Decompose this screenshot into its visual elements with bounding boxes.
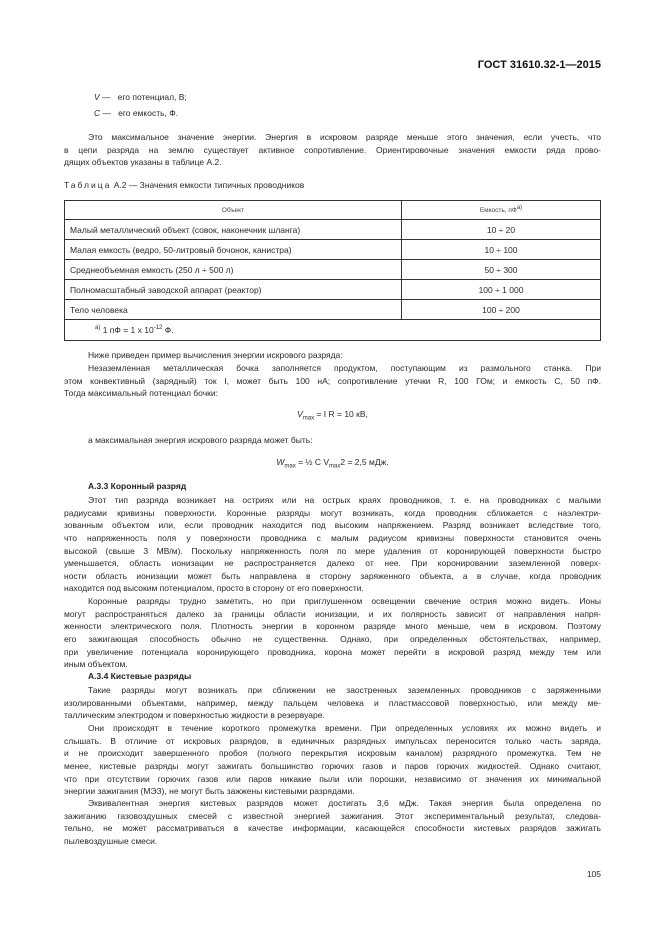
footnote-unit: Ф. xyxy=(164,325,174,335)
capacitance-table xyxy=(64,200,601,341)
paragraph-max-energy-intro xyxy=(64,434,601,447)
text-line: Коронные разряды трудно заметить, но при приглушенном освещении свечение острия можно видеть. Ионы xyxy=(88,596,601,606)
text-line: Этот тип разряда возникает на остриях или на острых краях проводников, т. е. на проводниках с малыми xyxy=(88,495,601,505)
text-line: Они происходят в течение короткого промежутка времени. При определенных условиях их можно видеть и xyxy=(88,723,601,733)
formula-mid: = ½ C V xyxy=(295,457,330,467)
text-line: могут распространяться далеко за границы области ионизации, и их полярность зависит от направления напря- xyxy=(64,608,601,619)
text-line: женности электрического поля. Плотность энергии в коронном разряде много меньше, чем в искровом. Поэтому xyxy=(64,621,601,632)
capacity-cell: 10 ÷ 20 xyxy=(402,220,601,240)
caption-label: Таблица xyxy=(64,180,112,190)
text-line: Это максимальное значение энергии. Энергия в искровом разряде меньше этого значения, если учесть, что xyxy=(88,132,601,142)
definition-c xyxy=(94,108,178,118)
formula-subscript: max xyxy=(284,463,296,470)
paragraph-a34-3 xyxy=(64,797,601,848)
text-line: тельно, не может рассматриваться в качестве информации, касающейся способности кистевых разрядов зажигать xyxy=(64,823,601,834)
formula-symbol: V xyxy=(297,409,303,419)
formula-symbol: W xyxy=(276,457,285,467)
caption-text: А.2 — Значения емкости типичных проводников xyxy=(113,180,305,190)
paragraph-example xyxy=(64,362,601,400)
object-cell: Среднеобъемная емкость (250 л ÷ 500 л) xyxy=(65,260,402,280)
text-line: этом конвективный (зарядный) ток I, может быть 100 нА; сопротивление утечки R, 100 ГОм; и емкость C, 50 пФ. xyxy=(64,375,601,386)
text-line: Такие разряды могут возникать при сближении не заостренных заземленных проводников с заряженными xyxy=(88,685,601,695)
definition-v xyxy=(94,92,187,102)
capacity-cell: 10 ÷ 100 xyxy=(402,240,601,260)
capacity-header-text: Емкость, пФ xyxy=(479,207,517,215)
formula-subscript: max xyxy=(329,463,341,470)
formula-subscript: max xyxy=(302,415,315,422)
text-line: ности область ионизации может быть направлена в сторону заряженного объекта, а в случае, когда проводник xyxy=(64,570,601,581)
capacity-cell: 100 ÷ 1 000 xyxy=(402,280,601,300)
text-line: что при отсутствии горючих газов или паров никакие пыли или порошки, независимо от значения их минимальной xyxy=(64,773,601,784)
paragraph-max-energy xyxy=(64,131,601,169)
symbol: V xyxy=(94,92,100,102)
formula-vmax xyxy=(64,409,601,422)
section-heading-a34: А.3.4 Кистевые разряды xyxy=(88,671,192,681)
document-id-header: ГОСТ 31610.32-1—2015 xyxy=(477,59,601,71)
formula-wmax xyxy=(64,457,601,470)
text-line: радиусами кривизны поверхности. Коронные разряды могут возникать, когда проводник сближается с наэлектри- xyxy=(64,507,601,518)
paragraph-a33-2 xyxy=(64,595,601,671)
paragraph-example-intro xyxy=(64,349,601,362)
footnote-text: 1 пФ = 1 x 10 xyxy=(102,325,154,335)
object-cell: Малая емкость (ведро, 50-литровый бочонок, канистра) xyxy=(65,240,402,260)
footnote-ref: а) xyxy=(516,205,523,212)
symbol: C xyxy=(94,108,101,118)
column-header-capacity xyxy=(402,201,601,220)
text-line: пылевоздушные смеси. xyxy=(64,835,158,846)
table-header-row xyxy=(65,201,601,220)
table-row xyxy=(65,260,601,280)
text-line: иным объектом. xyxy=(64,659,128,670)
text-line: энергии зажигания (МЭЗ), не могут быть зажжены кистевыми разрядами. xyxy=(64,786,355,797)
formula-rhs: = I R = 10 кВ, xyxy=(314,409,368,419)
text-line: зажиганию газовоздушных смесей с известной энергией зажигания. Этот экспериментальный результат, следова- xyxy=(64,810,601,821)
text-line: его зажигающая способность обычно не существенна. Однако, при определенных обстоятельствах, например, xyxy=(64,633,601,644)
text-line: Ниже приведен пример вычисления энергии искрового разряда: xyxy=(88,350,343,360)
paragraph-a34-2 xyxy=(64,722,601,798)
text-line: что напряженность поля у поверхности проводника с малым радиусом кривизны поверхности становится очень xyxy=(64,532,601,543)
dash: — xyxy=(102,108,112,118)
text-line: Тогда максимальный потенциал бочки: xyxy=(64,388,218,399)
formula-rhs: 2 = 2,5 мДж. xyxy=(340,457,389,467)
text-line: дящих объектов указаны в таблице А.2. xyxy=(64,157,222,168)
text-line: изолированными объектами, например, между пальцем человека и пластмассовой поверхностью, или между ме- xyxy=(64,697,601,708)
paragraph-a33-1 xyxy=(64,494,601,595)
table-footnote-row xyxy=(65,320,601,341)
table-footnote xyxy=(65,320,601,341)
text-line: находится под высоким потенциалом, просто в сторону от его поверхности. xyxy=(64,583,364,594)
text-line: уменьшается, область ионизации не распространяется далеко от нее. При коронировании заземленной поверх- xyxy=(64,558,601,569)
text-line: и не происходит завершенного пробоя (полного перекрытия искровым каналом) разрядного промежутка. Тем не xyxy=(64,748,601,759)
definition-text: его емкость, Ф. xyxy=(118,108,179,118)
paragraph-a34-1 xyxy=(64,684,601,722)
section-heading-a33: А.3.3 Коронный разряд xyxy=(88,481,187,491)
text-line: менее, кистевые разряды могут зажигать большинство горючих газов и паров горючих жидкостей. Однако считают, xyxy=(64,760,601,771)
text-line: зованным объектом или, если проводник находится под высоким напряжением. Разряд возникает вследствие того, xyxy=(64,520,601,531)
definition-text: его потенциал, В; xyxy=(117,92,187,102)
table-caption xyxy=(64,180,304,190)
text-line: высокой (свыше 3 МВ/м). Поскольку напряженность поля по мере удаления от коронирующей поверхности быстро xyxy=(64,545,601,556)
text-line: в цепи разряда на землю существует активное сопротивление. Ориентировочные значения емкости ряда прово- xyxy=(64,144,601,155)
dash: — xyxy=(102,92,111,102)
text-line: таллическим электродом и поверхностью жидкости в резервуаре. xyxy=(64,710,325,721)
text-line: Эквивалентная энергия кистевых разрядов может достигать 3,6 мДж. Такая энергия была определена по xyxy=(88,798,601,808)
object-cell: Полномасштабный заводской аппарат (реактор) xyxy=(65,280,402,300)
column-header-object: Объект xyxy=(65,201,402,220)
text-line: при увеличение потенциала коронирующего проводника, корона может перейти в искровой разряд между тем или xyxy=(64,646,601,657)
table-row xyxy=(65,280,601,300)
footnote-exponent: -12 xyxy=(153,325,163,332)
footnote-mark: а) xyxy=(95,325,101,332)
capacity-cell: 100 ÷ 200 xyxy=(402,300,601,320)
table-row xyxy=(65,240,601,260)
object-cell: Малый металлический объект (совок, наконечник шланга) xyxy=(65,220,402,240)
table-row xyxy=(65,220,601,240)
table-row xyxy=(65,300,601,320)
text-line: а максимальная энергия искрового разряда может быть: xyxy=(88,435,313,445)
object-cell: Тело человека xyxy=(65,300,402,320)
page-number: 105 xyxy=(586,869,601,879)
text-line: Незаземленная металлическая бочка заполняется продуктом, поступающим из размольного станка. При xyxy=(88,363,601,373)
capacity-cell: 50 ÷ 300 xyxy=(402,260,601,280)
text-line: слышать. В отличие от искровых разрядов, в единичных разрядных импульсах переносится только часть заряда, xyxy=(64,735,601,746)
